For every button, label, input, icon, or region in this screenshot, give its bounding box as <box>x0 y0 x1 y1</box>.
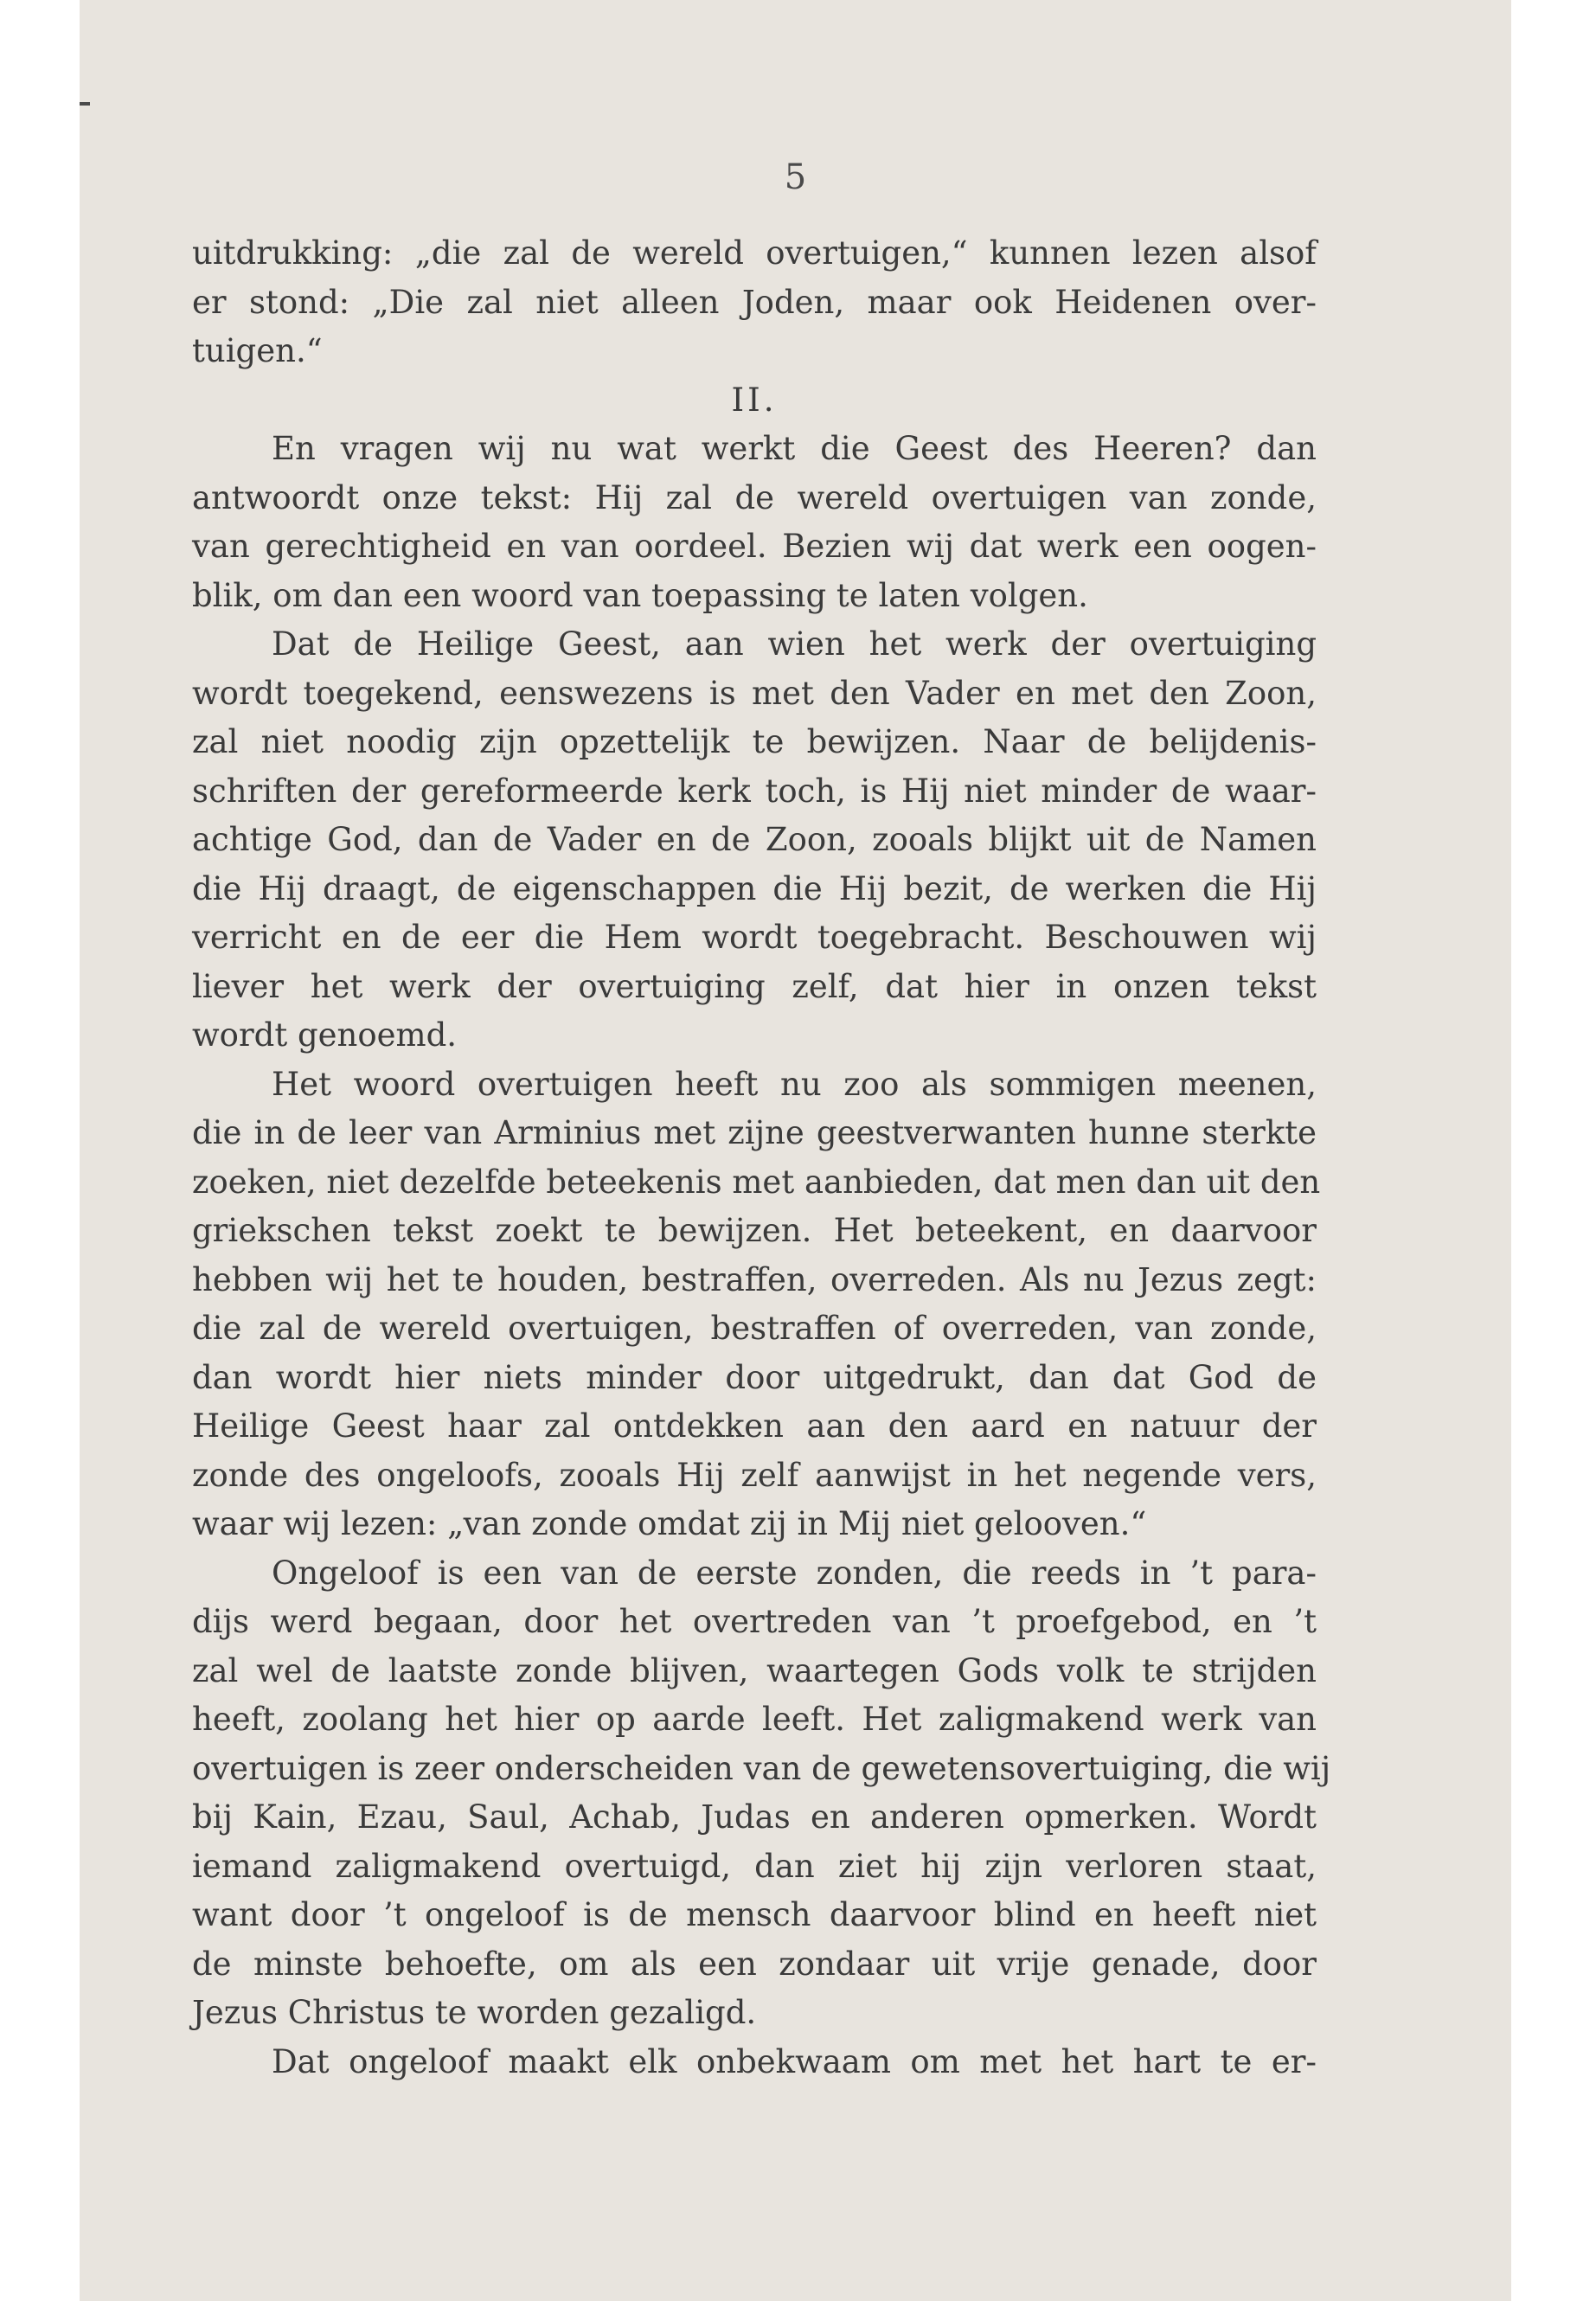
section-numeral: II. <box>731 381 778 419</box>
text-line: heeft, zoolang het hier op aarde leeft. Het zaligmakend werk van <box>192 1701 1317 1738</box>
text-line: zoeken, niet dezelfde beteekenis met aanbieden, dat men dan uit den <box>192 1163 1321 1201</box>
page-number: 5 <box>784 157 807 197</box>
text-line: En vragen wij nu wat werkt die Geest des Heeren? dan <box>272 430 1317 467</box>
text-line: wordt toegekend, eenswezens is met den Vader en met den Zoon, <box>192 674 1317 712</box>
text-line: antwoordt onze tekst: Hij zal de wereld overtuigen van zonde, <box>192 478 1317 516</box>
text-line: griekschen tekst zoekt te bewijzen. Het beteekent, en daarvoor <box>192 1212 1317 1249</box>
text-line: Ongeloof is een van de eerste zonden, die reeds in ’t para- <box>272 1554 1317 1592</box>
text-line: Dat ongeloof maakt elk onbekwaam om met het hart te er- <box>272 2042 1317 2080</box>
binding-mark <box>80 102 90 106</box>
text-line: wordt genoemd. <box>192 1016 458 1054</box>
text-line: Heilige Geest haar zal ontdekken aan den aard en natuur der <box>192 1407 1317 1445</box>
text-line: dijs werd begaan, door het overtreden van ’t proefgebod, en ’t <box>192 1603 1317 1640</box>
body-text <box>192 229 1331 2086</box>
text-line: blik, om dan een woord van toepassing te laten volgen. <box>192 576 1088 614</box>
text-line: achtige God, dan de Vader en de Zoon, zooals blijkt uit de Namen <box>192 821 1317 858</box>
text-line: iemand zaligmakend overtuigd, dan ziet hij zijn verloren staat, <box>192 1847 1317 1885</box>
text-line: schriften der gereformeerde kerk toch, is Hij niet minder de waar- <box>192 772 1317 810</box>
text-line: die zal de wereld overtuigen, bestraffen of overreden, van zonde, <box>192 1310 1317 1347</box>
text-line: verricht en de eer die Hem wordt toegebracht. Beschouwen wij <box>192 919 1317 956</box>
text-line: liever het werk der overtuiging zelf, dat hier in onzen tekst <box>192 967 1317 1005</box>
text-line: dan wordt hier niets minder door uitgedrukt, dan dat God de <box>192 1358 1317 1396</box>
text-line: zal niet noodig zijn opzettelijk te bewijzen. Naar de belijdenis- <box>192 723 1317 760</box>
text-line: bij Kain, Ezau, Saul, Achab, Judas en anderen opmerken. Wordt <box>192 1798 1317 1836</box>
text-line: Jezus Christus te worden gezaligd. <box>192 1994 757 2031</box>
text-line: de minste behoefte, om als een zondaar uit vrije genade, door <box>192 1945 1317 1983</box>
text-line: die Hij draagt, de eigenschappen die Hij bezit, de werken die Hij <box>192 869 1317 907</box>
text-line: overtuigen is zeer onderscheiden van de gewetensovertuiging, die wij <box>192 1749 1331 1787</box>
text-line: uitdrukking: „die zal de wereld overtuigen,“ kunnen lezen alsof <box>192 234 1317 272</box>
text-line: Dat de Heilige Geest, aan wien het werk der overtuiging <box>272 625 1317 663</box>
text-line: Het woord overtuigen heeft nu zoo als sommigen meenen, <box>272 1065 1317 1103</box>
text-line: zonde des ongeloofs, zooals Hij zelf aanwijst in het negende vers, <box>192 1456 1317 1494</box>
text-line: hebben wij het te houden, bestraffen, overreden. Als nu Jezus zegt: <box>192 1260 1317 1298</box>
book-page <box>80 0 1511 2301</box>
text-line: er stond: „Die zal niet alleen Joden, maar ook Heidenen over- <box>192 283 1317 321</box>
text-line: want door ’t ongeloof is de mensch daarvoor blind en heeft niet <box>192 1896 1317 1933</box>
text-line: zal wel de laatste zonde blijven, waartegen Gods volk te strijden <box>192 1651 1317 1689</box>
text-line: tuigen.“ <box>192 332 323 369</box>
text-line: die in de leer van Arminius met zijne geestverwanten hunne sterkte <box>192 1114 1317 1151</box>
text-line: waar wij lezen: „van zonde omdat zij in Mij niet gelooven.“ <box>192 1505 1147 1542</box>
text-line: van gerechtigheid en van oordeel. Bezien wij dat werk een oogen- <box>192 528 1317 565</box>
